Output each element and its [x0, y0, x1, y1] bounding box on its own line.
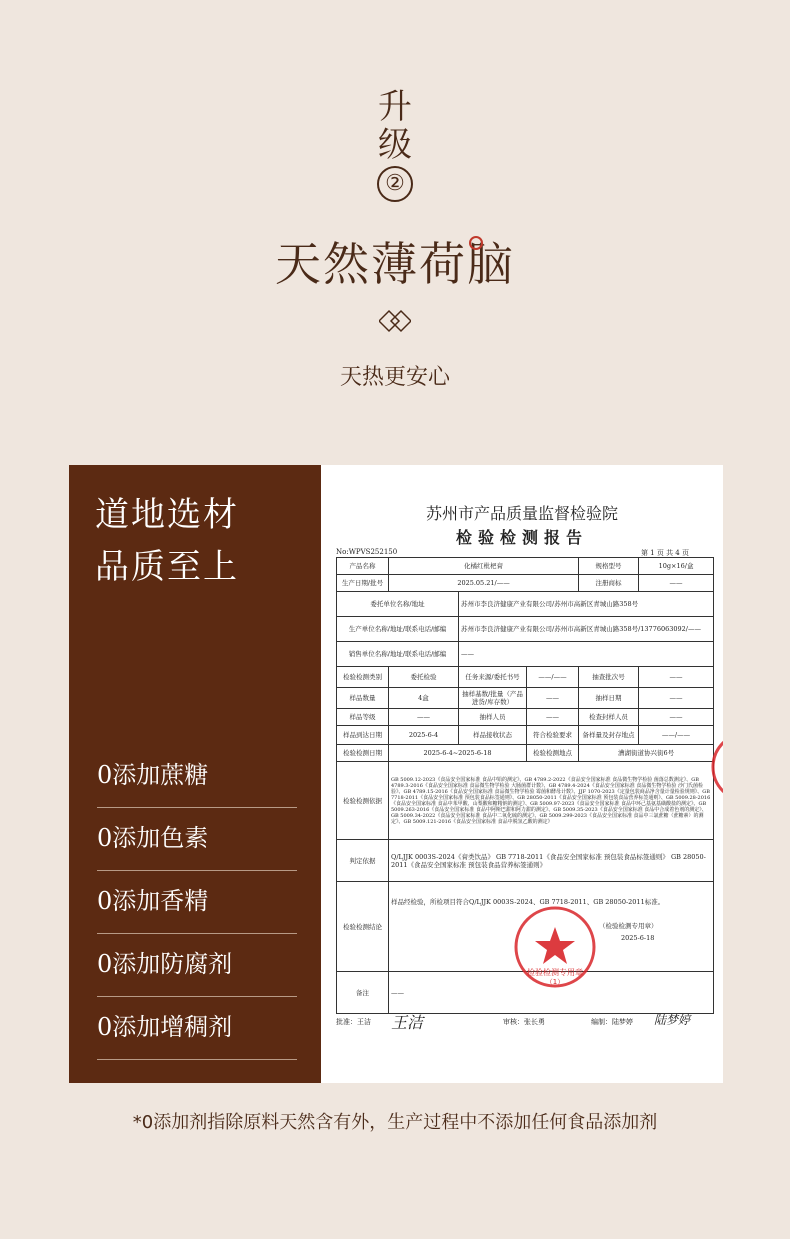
table-row: 样品数量 4盒 抽样基数/批量（产品进货/库存数） —— 抽样日期 ——	[337, 688, 714, 709]
report-title: 检验检测报告	[455, 528, 588, 547]
page-seal-icon	[707, 727, 723, 807]
table-row: 产品名称 化橘红枇杷膏 规格型号 10g×16/盒	[337, 558, 714, 575]
page-title-text: 天然薄荷脑	[275, 237, 515, 291]
panel-heading-line1: 道地选材	[95, 495, 239, 535]
reviewer: 审核：张长勇	[503, 1018, 545, 1026]
conclusion-text: 样品经检验，所检项目符合Q/LJJK 0003S-2024、GB 7718-2011、GB 28050-2011标准。	[391, 898, 665, 906]
feature-item: 0添加色素	[97, 808, 297, 871]
table-row: 检验检测结论 样品经检验，所检项目符合Q/LJJK 0003S-2024、GB 7718-2011、GB 28050-2011标准。 （检验检测专用章） 2025-6-18	[337, 882, 714, 972]
table-row: 判定依据 Q/LJJK 0003S-2024《膏类饮品》 GB 7718-2011《食品安全国家标准 预包装食品标签通则》 GB 28050-2011《食品安全国家标准 预包装食品营养标签通则》	[337, 840, 714, 882]
upgrade-char-2: 级	[378, 125, 412, 165]
title-dot-icon	[469, 236, 483, 250]
table-row: 销售单位名称/地址/联系电话/邮编 ——	[337, 642, 714, 667]
page-indicator: 第 1 页 共 4 页	[640, 549, 689, 557]
feature-panel	[69, 465, 321, 1083]
seal-number: （1）	[545, 978, 565, 986]
approver: 批准：王洁	[336, 1018, 371, 1026]
compiler-signature: 陆梦婷	[654, 1013, 691, 1027]
subtitle: 天热更安心	[339, 365, 450, 390]
table-row: 生产单位名称/地址/联系电话/邮编 苏州市李良济健康产业有限公司/苏州市高新区青城山路358号/13776063092/——	[337, 617, 714, 642]
institute-name: 苏州市产品质量监督检验院	[425, 504, 618, 523]
conclusion-date: 2025-6-18	[621, 934, 655, 942]
feature-item: 0添加增稠剂	[97, 997, 297, 1060]
double-diamond-icon	[379, 309, 411, 333]
upgrade-label	[0, 88, 790, 202]
seal-text: 检验检测专用章	[527, 968, 583, 977]
table-row: 备注 ——	[337, 972, 714, 1014]
report-number: No:WPVS252150	[336, 548, 398, 556]
footnote: *0添加剂指除原料天然含有外，生产过程中不添加任何食品添加剂	[132, 1112, 658, 1133]
feature-item: 0添加蔗糖	[97, 745, 297, 808]
feature-list	[97, 745, 297, 1060]
official-seal-icon	[513, 905, 597, 989]
table-row: 样品到达日期 2025-6-4 样品接收状态 符合检验要求 备样量及封存地点 ——/——	[337, 726, 714, 745]
table-row: 委托单位名称/地址 苏州市李良济健康产业有限公司/苏州市高新区青城山路358号	[337, 592, 714, 617]
table-row: 样品等级 —— 抽样人员 —— 检查封样人员 ——	[337, 709, 714, 726]
compiler: 编制：陆梦婷	[591, 1018, 633, 1026]
table-row: 检验检测日期 2025-6-4~2025-6-18 检验检测地点 漕湖街道协兴街6号	[337, 745, 714, 762]
panel-heading-line2: 品质至上	[95, 547, 239, 587]
upgrade-char-1: 升	[378, 87, 412, 127]
table-row: 检验检测依据 GB 5009.12-2023《食品安全国家标准 食品中铅的测定》、GB 4789.2-2022《食品安全国家标准 食品微生物学检验 菌落总数测定》、GB 4789.3-2016《食品安全国家标准 食品微生物学检验 大肠菌群计数》、GB 4789.4-2024《食品安全国家标准 食品微生物学检验 沙门氏菌检验》、GB 4789.15-2016《食品安全国家标准 食品微生物学检验 霉菌和酵母计数》、JJF 1070-2023《定量包装商品净含量计量检验规则》、GB 7718-2011《食品安全国家标准 预包装食品标签通则》、GB 28050-2011《食品安全国家标准 预包装食品营养标签通则》、GB 5009.28-2016《食品安全国家标准 食品中苯甲酸、山梨酸和糖精钠的测定》、GB 5009.97-2023《食品安全国家标准 食品中环己基氨基磺酸盐的测定》、GB 5009.263-2016《食品安全国家标准 食品中阿斯巴甜和阿力甜的测定》、GB 5009.35-2023《食品安全国家标准 食品中合成着色剂的测定》、GB 5009.34-2022《食品安全国家标准 食品中二氧化硫的测定》、GB 5009.299-2023《食品安全国家标准 食品中三氯蔗糖（蔗糖素）的测定》、GB 5009.121-2016《食品安全国家标准 食品中脱氢乙酸的测定》	[337, 762, 714, 840]
table-row: 检验检测类别 委托检验 任务来源/委托书号 ——/—— 抽查批次号 ——	[337, 667, 714, 688]
upgrade-number: ②	[377, 166, 413, 202]
table-row: 生产日期/批号 2025.05.21/—— 注册商标 ——	[337, 575, 714, 592]
feature-item: 0添加香精	[97, 871, 297, 934]
inspection-certificate	[321, 465, 723, 1083]
page-title	[0, 228, 790, 294]
conclusion-seal-label: （检验检测专用章）	[599, 922, 658, 930]
feature-item: 0添加防腐剂	[97, 934, 297, 997]
approver-signature: 王洁	[391, 1013, 424, 1032]
